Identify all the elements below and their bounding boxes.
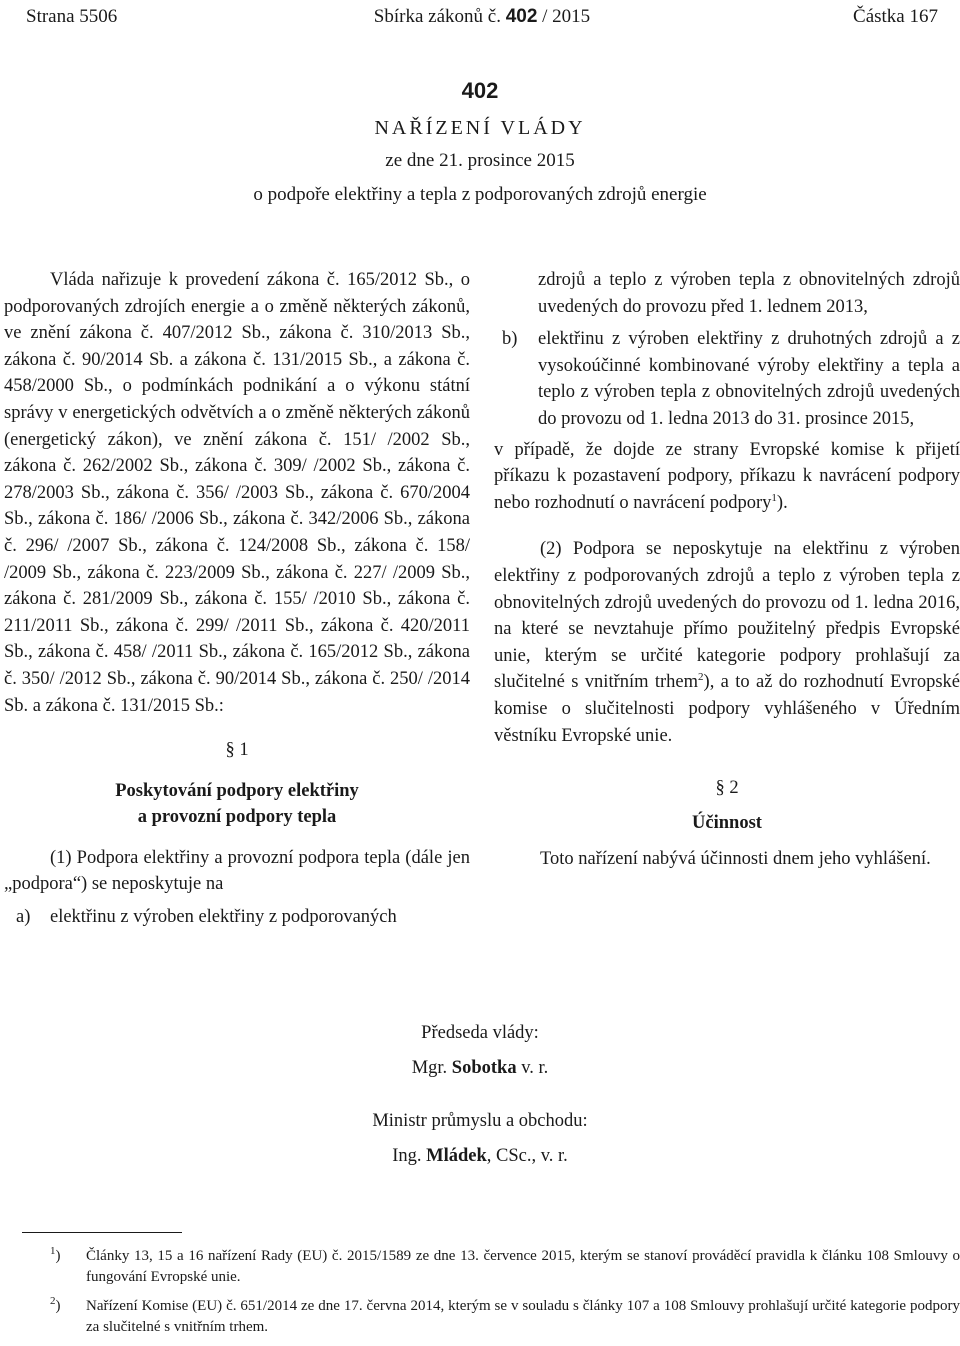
list-item-a <box>4 904 470 931</box>
signatory-2-suffix: , CSc., v. r. <box>486 1146 568 1166</box>
condition-text: v případě, že dojde ze strany Evropské komise k přijetí příkazu k pozastavení podpory, příkazu k navrácení podpory nebo rozhodnutí o navrácení podpory <box>494 439 960 513</box>
footnotes <box>50 1246 960 1346</box>
regulation-type: NAŘÍZENÍ VLÁDY <box>374 117 586 139</box>
signatory-2-role: Ministr průmyslu a obchodu: <box>372 1111 588 1131</box>
section-2-title: Účinnost <box>692 812 762 833</box>
footnote-ref-1[interactable]: 1 <box>771 491 777 504</box>
collection-number: 402 <box>505 6 538 27</box>
spacer <box>4 764 470 778</box>
footnote-2-mark: $^2$) <box>50 1295 61 1314</box>
right-column <box>494 267 960 873</box>
spacer <box>0 1086 960 1104</box>
section-1-paragraph-2 <box>494 536 960 749</box>
page-number: Strana 5506 <box>26 6 118 27</box>
list-item-a-text: elektřinu z výroben elektřiny z podporovaných <box>50 907 397 928</box>
signatory-1-role: Předseda vlády: <box>421 1023 539 1043</box>
spacer <box>494 836 960 846</box>
left-column <box>4 267 470 931</box>
spacer <box>494 802 960 810</box>
collection-year: / 2015 <box>542 6 591 27</box>
footnote-1-text: Články 13, 15 a 16 nařízení Rady (EU) č. 2015/1589 ze dne 13. července 2015, kterým se stanoví prováděcí pravidla k článku 108 Smlouvy o fungování Evropské unie. <box>86 1248 960 1285</box>
section-2-text: Toto nařízení nabývá účinnosti dnem jeho vyhlášení. <box>540 849 931 870</box>
footnote-1-mark: $^1$) <box>50 1245 61 1264</box>
footnote-divider <box>22 1232 182 1233</box>
collection-label: Sbírka zákonů č. <box>373 6 501 27</box>
paragraph-2-text: (2) Podpora se neposkytuje na elektřinu z výroben elektřiny z podporovaných zdrojů a teplo z výroben tepla z obnovitelných zdrojů uvedených do provozu od 1. ledna 2016, na které se nevztahuje přímo použitelný předpis Evropské unie, kterým se určité kategorie podpory prohlašují za slučitelné s vnitřním trhem <box>494 539 960 693</box>
signatory-1-name: Sobotka <box>451 1058 517 1078</box>
footnote-2 <box>50 1296 960 1338</box>
signatory-1-suffix: v. r. <box>521 1058 549 1078</box>
spacer <box>494 516 960 536</box>
footnote-ref-2[interactable]: 2 <box>698 671 704 684</box>
signatory-1-signature <box>0 1051 960 1086</box>
signatory-2-title: Ing. <box>392 1146 422 1166</box>
preamble: Vláda nařizuje k provedení zákona č. 165/2012 Sb., o podporovaných zdrojích energie a o změně některých zákonů, ve znění zákona č. 407/2012 Sb., zákona č. 310/2013 Sb., zákona č. 90/2014 Sb. a zákona č. 131/2015 Sb., a zákona č. 458/2000 Sb., o podmínkách podnikání a o výkonu státní správy v energetických odvětvích a o změně některých zákonů (energetický zákon), ve znění zákona č. 151/ /2002 Sb., zákona č. 262/2002 Sb., zákona č. 309/ /2002 Sb., zákona č. 278/2003 Sb., zákona č. 356/ /2003 Sb., zákona č. 670/2004 Sb., zákona č. 186/ /2006 Sb., zákona č. 342/2006 Sb., zákona č. 296/ /2007 Sb., zákona č. 124/2008 Sb., zákona č. 158/ /2009 Sb., zákona č. 223/2009 Sb., zákona č. 227/ /2009 Sb., zákona č. 281/2009 Sb., zákona č. 155/ /2010 Sb., zákona č. 211/2011 Sb., zákona č. 299/ /2011 Sb., zákona č. 420/2011 Sb., zákona č. 458/ /2011 Sb., zákona č. 165/2012 Sb., zákona č. 350/ /2012 Sb., zákona č. 90/2014 Sb., zákona č. 250/ /2014 Sb. a zákona č. 131/2015 Sb.: <box>4 270 470 716</box>
section-1-title-line2: a provozní podpory tepla <box>137 807 337 828</box>
regulation-subject: o podpoře elektřiny a tepla z podporovaných zdrojů energie <box>253 184 707 205</box>
signatory-2-name: Mládek <box>426 1146 487 1166</box>
list-item-a-continuation: zdrojů a teplo z výroben tepla z obnovitelných zdrojů uvedených do provozu před 1. lednem 2013, <box>538 270 960 317</box>
paragraph-2-text-end: ), a to až do rozhodnutí Evropské komise o slučitelnosti podpory vyhlášeného v Úředním věstníku Evropské unie. <box>494 672 960 746</box>
regulation-number: 402 <box>461 78 499 103</box>
list-item-b-label: b) <box>502 329 518 350</box>
page-header <box>26 4 938 30</box>
signatory-2-signature <box>0 1139 960 1174</box>
footnote-1 <box>50 1246 960 1288</box>
spacer <box>4 831 470 845</box>
signature-block <box>0 1016 960 1174</box>
list-item-b-text: elektřinu z výroben elektřiny z druhotných zdrojů a z vysokoúčinné kombinované výroby elektřiny a tepla a teplo z výroben tepla z obnovitelných zdrojů uvedených do provozu od 1. ledna 2013 do 31. prosince 2015, <box>538 329 960 429</box>
regulation-date: ze dne 21. prosince 2015 <box>385 150 575 171</box>
signatory-1-title: Mgr. <box>411 1058 448 1078</box>
section-1-mark: § 1 <box>225 740 249 761</box>
list-item-a-label: a) <box>16 907 31 928</box>
section-2-mark: § 2 <box>715 778 739 799</box>
collection-reference <box>26 4 938 30</box>
part-number: Částka 167 <box>853 6 938 27</box>
section-1-title-line1: Poskytování podpory elektřiny <box>115 780 359 801</box>
footnote-2-text: Nařízení Komise (EU) č. 651/2014 ze dne 17. června 2014, kterým se v souladu s články 107 a 108 Smlouvy prohlašují určité kategorie podpory za slučitelné s vnitřním trhem. <box>86 1298 960 1335</box>
section-1-paragraph-1: (1) Podpora elektřiny a provozní podpora tepla (dále jen „podpora“) se neposkytuje na <box>4 847 470 895</box>
condition-text-end: ). <box>776 492 788 513</box>
list-item-b <box>494 326 960 432</box>
section-1-condition <box>494 437 960 517</box>
document-title-block <box>0 76 960 212</box>
